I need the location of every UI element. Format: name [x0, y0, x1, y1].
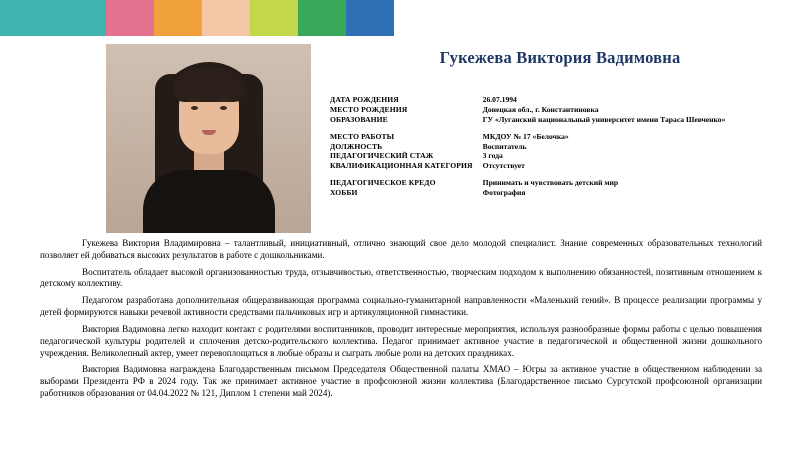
info-value: 3 года — [482, 151, 503, 161]
segment-peach — [202, 0, 250, 36]
info-value: Воспитатель — [482, 141, 527, 151]
portrait-photo — [106, 44, 311, 233]
segment-orange — [154, 0, 202, 36]
segment-lime — [250, 0, 298, 36]
info-label: ПЕДАГОГИЧЕСКИЙ СТАЖ — [330, 151, 434, 161]
info-value: Принимать и чувствовать детский мир — [482, 178, 619, 188]
description-paragraph: Гукежева Виктория Владимировна – талантливый, инициативный, отлично знающий свое дело молодой специалист. Знание современных образовательных технологий позволяет ей добиваться высоких результатов в работе с дошкольниками. — [40, 238, 762, 260]
info-value: Фотография — [482, 188, 526, 197]
info-label: ОБРАЗОВАНИЕ — [330, 114, 388, 124]
segment-blue — [346, 0, 394, 36]
photo-fringe — [173, 68, 245, 102]
photo-body — [143, 170, 275, 233]
segment-white — [394, 0, 800, 36]
info-row — [330, 105, 800, 115]
info-row — [330, 132, 800, 142]
photo-eye-left — [191, 106, 198, 110]
description-paragraph: Виктория Вадимовна награждена Благодарственным письмом Председателя Общественной палаты ХМАО – Югры за активное участие в общественном наблюдении за выборами Президента РФ в 2024 году. Так же принимает активное участие в профсоюзной жизни коллектива (Благодарственное письмо Сургутской профсоюзной организации работников образования от 04.04.2022 № 121, Диплом 1 степени май 2024). — [40, 364, 762, 398]
info-value: 26.07.1994 — [482, 95, 517, 104]
info-row — [330, 142, 800, 152]
description-paragraph: Воспитатель обладает высокой организованностью труда, отзывчивостью, ответственностью, творческим подходом к выполнению обязанностей, позитивным отношением к детскому коллективу. — [40, 266, 762, 289]
info-label: ХОББИ — [330, 188, 358, 197]
info-value: ГУ «Луганский национальный университет имени Тараса Шевченко» — [482, 114, 726, 124]
info-row — [330, 115, 800, 125]
info-value: МКДОУ № 17 «Белочка» — [482, 131, 569, 141]
page-title: Гукежева Виктория Вадимовна — [439, 48, 681, 67]
photo-eye-right — [220, 106, 227, 110]
photo-brow-left — [188, 99, 200, 102]
info-row — [330, 178, 800, 188]
description-text — [40, 238, 762, 405]
info-row-spacer — [330, 124, 800, 132]
info-value: Отсутствует — [482, 161, 525, 170]
info-label: ДОЛЖНОСТЬ — [330, 141, 383, 151]
photo-brow-right — [218, 99, 230, 102]
info-label: ДАТА РОЖДЕНИЯ — [330, 95, 399, 104]
info-label: КВАЛИФИКАЦИОННАЯ КАТЕГОРИЯ — [330, 161, 473, 170]
info-label: ПЕДАГОГИЧЕСКОЕ КРЕДО — [330, 178, 436, 188]
info-table — [330, 95, 800, 198]
segment-green — [298, 0, 346, 36]
info-row — [330, 161, 800, 171]
segment-teal — [0, 0, 106, 36]
photo-mouth — [202, 130, 216, 135]
info-table-grid — [330, 95, 800, 198]
info-label: МЕСТО РОЖДЕНИЯ — [330, 104, 408, 114]
info-label: МЕСТО РАБОТЫ — [330, 131, 395, 141]
info-row-spacer — [330, 171, 800, 179]
info-row — [330, 95, 800, 105]
segment-pink — [106, 0, 154, 36]
description-paragraph: Виктория Вадимовна легко находит контакт с родителями воспитанников, проводит интересные мероприятия, используя разнообразные формы работы с целью повышения педагогической культуры родителей и сплочения детско-родительского коллектива. Педагог принимает активное участие в педагогической и общественной жизни дошкольного учреждения. Великолепный актер, умеет перевоплощаться в любые образы и сыграть любые роли на детских праздниках. — [40, 323, 762, 358]
description-paragraph: Педагогом разработана дополнительная общеразвивающая программа социально-гуманитарной направленности «Маленький гений». В процессе реализации программы у детей формируются навыки речевой активности средствами пальчиковых игр и артикуляционной гимнастики. — [40, 295, 762, 318]
info-row — [330, 188, 800, 198]
info-row — [330, 151, 800, 161]
info-value: Донецкая обл., г. Константиновка — [482, 104, 599, 114]
decorative-color-bar — [0, 0, 800, 36]
